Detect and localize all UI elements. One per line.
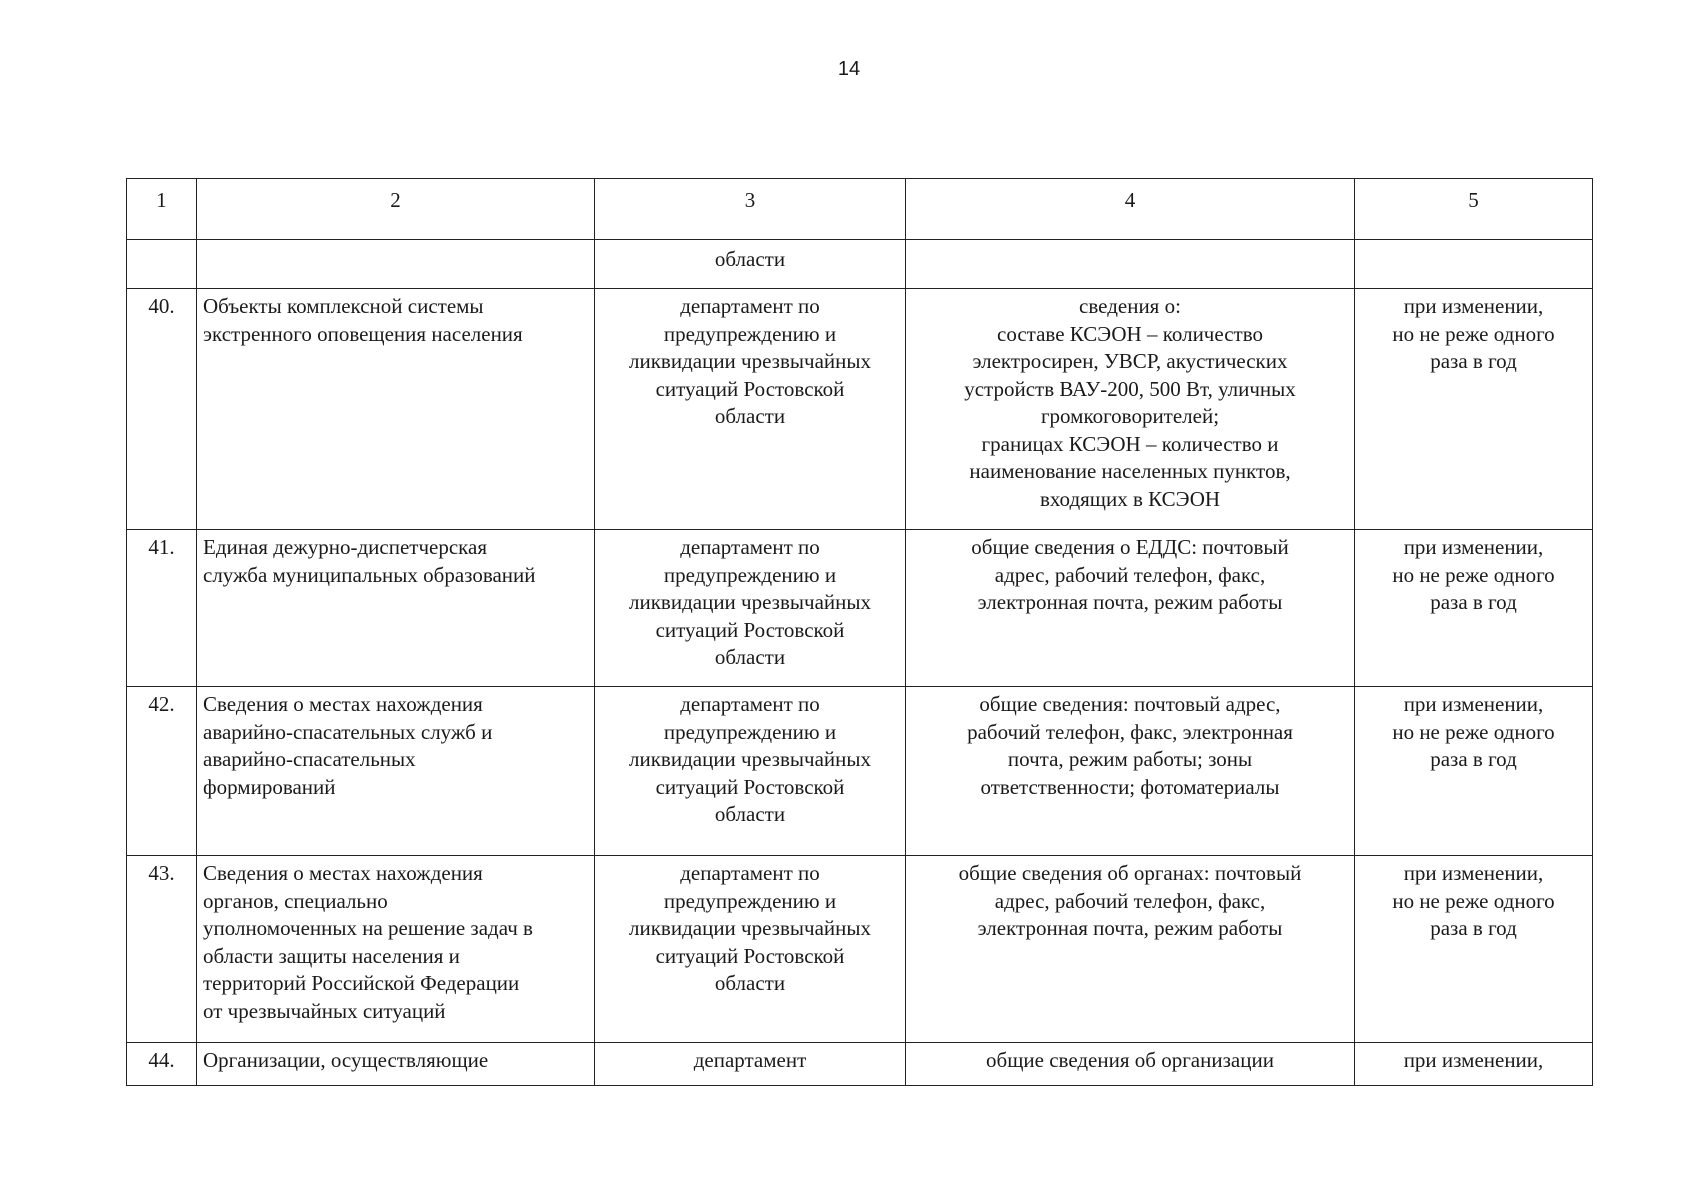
table-row	[127, 687, 1593, 856]
header-col-5: 5	[1355, 179, 1593, 240]
table-row	[127, 1043, 1593, 1086]
page-number: 14	[837, 58, 861, 80]
row-object: Единая дежурно-диспетчерская служба муниципальных образований	[197, 530, 595, 687]
row-info: общие сведения: почтовый адрес, рабочий телефон, факс, электронная почта, режим работы; зоны ответственности; фотоматериалы	[906, 687, 1355, 856]
row-number: 41.	[127, 530, 197, 687]
row-number: 42.	[127, 687, 197, 856]
header-col-1: 1	[127, 179, 197, 240]
row-object: Организации, осуществляющие	[197, 1043, 595, 1086]
table-row	[127, 289, 1593, 530]
row-responsible: департамент	[595, 1043, 906, 1086]
table-cell: области	[595, 240, 906, 289]
row-responsible: департамент по предупреждению и ликвидации чрезвычайных ситуаций Ростовской области	[595, 856, 906, 1043]
row-object: Сведения о местах нахождения органов, специально уполномоченных на решение задач в области защиты населения и территорий Российской Федерации от чрезвычайных ситуаций	[197, 856, 595, 1043]
row-frequency: при изменении, но не реже одного раза в год	[1355, 289, 1593, 530]
table-row	[127, 530, 1593, 687]
row-number: 44.	[127, 1043, 197, 1086]
row-info: общие сведения о ЕДДС: почтовый адрес, рабочий телефон, факс, электронная почта, режим работы	[906, 530, 1355, 687]
data-table	[126, 178, 1593, 1086]
continuation-row	[127, 240, 1593, 289]
row-frequency: при изменении, но не реже одного раза в год	[1355, 856, 1593, 1043]
row-responsible: департамент по предупреждению и ликвидации чрезвычайных ситуаций Ростовской области	[595, 289, 906, 530]
row-responsible: департамент по предупреждению и ликвидации чрезвычайных ситуаций Ростовской области	[595, 530, 906, 687]
row-object: Объекты комплексной системы экстренного оповещения населения	[197, 289, 595, 530]
table-cell	[127, 240, 197, 289]
header-col-2: 2	[197, 179, 595, 240]
table-row	[127, 856, 1593, 1043]
row-info: общие сведения об органах: почтовый адрес, рабочий телефон, факс, электронная почта, режим работы	[906, 856, 1355, 1043]
row-frequency: при изменении, но не реже одного раза в год	[1355, 530, 1593, 687]
row-responsible: департамент по предупреждению и ликвидации чрезвычайных ситуаций Ростовской области	[595, 687, 906, 856]
table-cell	[1355, 240, 1593, 289]
row-info: сведения о: составе КСЭОН – количество электросирен, УВСР, акустических устройств ВАУ-200, 500 Вт, уличных громкоговорителей; границах КСЭОН – количество и наименование населенных пунктов, входящих в КСЭОН	[906, 289, 1355, 530]
header-col-4: 4	[906, 179, 1355, 240]
row-object: Сведения о местах нахождения аварийно-спасательных служб и аварийно-спасательных формирований	[197, 687, 595, 856]
row-frequency: при изменении, но не реже одного раза в год	[1355, 687, 1593, 856]
row-frequency: при изменении,	[1355, 1043, 1593, 1086]
header-col-3: 3	[595, 179, 906, 240]
table-cell	[197, 240, 595, 289]
row-number: 43.	[127, 856, 197, 1043]
row-info: общие сведения об организации	[906, 1043, 1355, 1086]
row-number: 40.	[127, 289, 197, 530]
table-header-row	[127, 179, 1593, 240]
table-cell	[906, 240, 1355, 289]
